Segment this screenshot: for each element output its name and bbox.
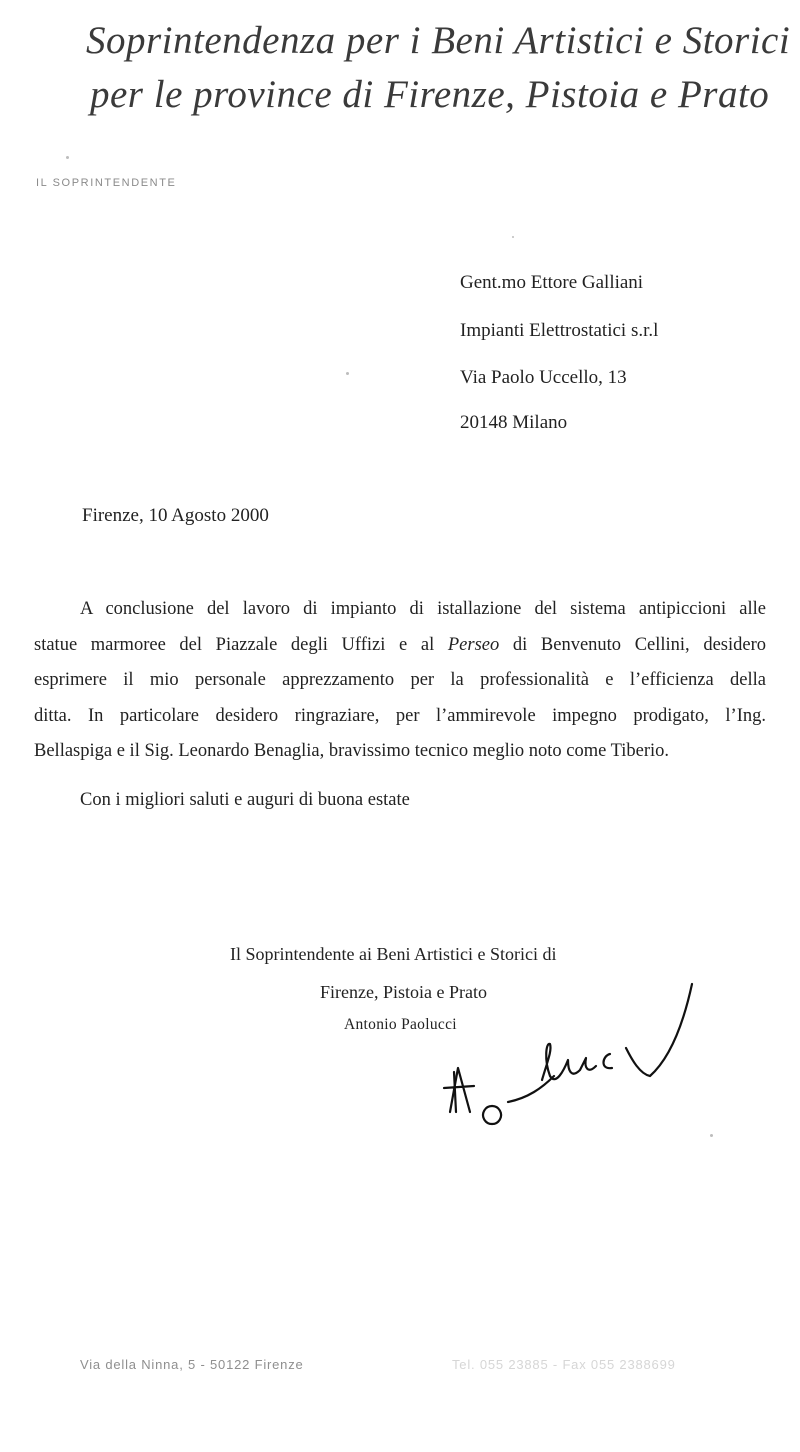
paper-speck <box>66 156 69 159</box>
recipient-name: Gent.mo Ettore Galliani <box>460 272 644 293</box>
body-line-2-start: statue marmoree del Piazzale degli Uffizi e al <box>34 634 448 655</box>
body-line-3: esprimere il mio personale apprezzamento per la professionalità e l’efficienza della <box>34 670 766 690</box>
office-label: IL SOPRINTENDENTE <box>36 177 177 189</box>
body-line-2-end: di Benvenuto Cellini, desidero <box>499 634 766 655</box>
signatory-title-line-1: Il Soprintendente ai Beni Artistici e Storici di <box>230 944 557 964</box>
handwritten-signature <box>430 980 730 1130</box>
artwork-title: Perseo <box>447 634 500 655</box>
paper-speck <box>710 1134 713 1137</box>
closing-greeting: Con i migliori saluti e auguri di buona estate <box>80 790 410 810</box>
recipient-street: Via Paolo Uccello, 13 <box>460 367 627 388</box>
letterhead-line-1: Soprintendenza per i Beni Artistici e Storici <box>86 19 791 62</box>
signatory-name: Antonio Paolucci <box>344 1016 457 1033</box>
paper-speck <box>512 236 514 238</box>
paper-speck <box>346 372 349 375</box>
letterhead-line-2: per le province di Firenze, Pistoia e Prato <box>90 73 770 116</box>
letter-date: Firenze, 10 Agosto 2000 <box>82 505 269 526</box>
body-line-4: ditta. In particolare desidero ringraziare, per l’ammirevole impegno prodigato, l’Ing. <box>34 705 766 726</box>
body-line-1: A conclusione del lavoro di impianto di istallazione del sistema antipiccioni alle <box>80 599 766 619</box>
letter-body <box>34 592 766 770</box>
body-line-5: Bellaspiga e il Sig. Leonardo Benaglia, bravissimo tecnico meglio noto come Tiberio. <box>34 741 670 761</box>
recipient-city: 20148 Milano <box>460 412 568 433</box>
signatory-title-line-2: Firenze, Pistoia e Prato <box>320 982 487 1002</box>
recipient-company: Impianti Elettrostatici s.r.l <box>460 320 659 341</box>
footer-contact: Tel. 055 23885 - Fax 055 2388699 <box>452 1357 676 1372</box>
footer-address: Via della Ninna, 5 - 50122 Firenze <box>80 1357 304 1372</box>
body-line-2 <box>34 628 766 664</box>
